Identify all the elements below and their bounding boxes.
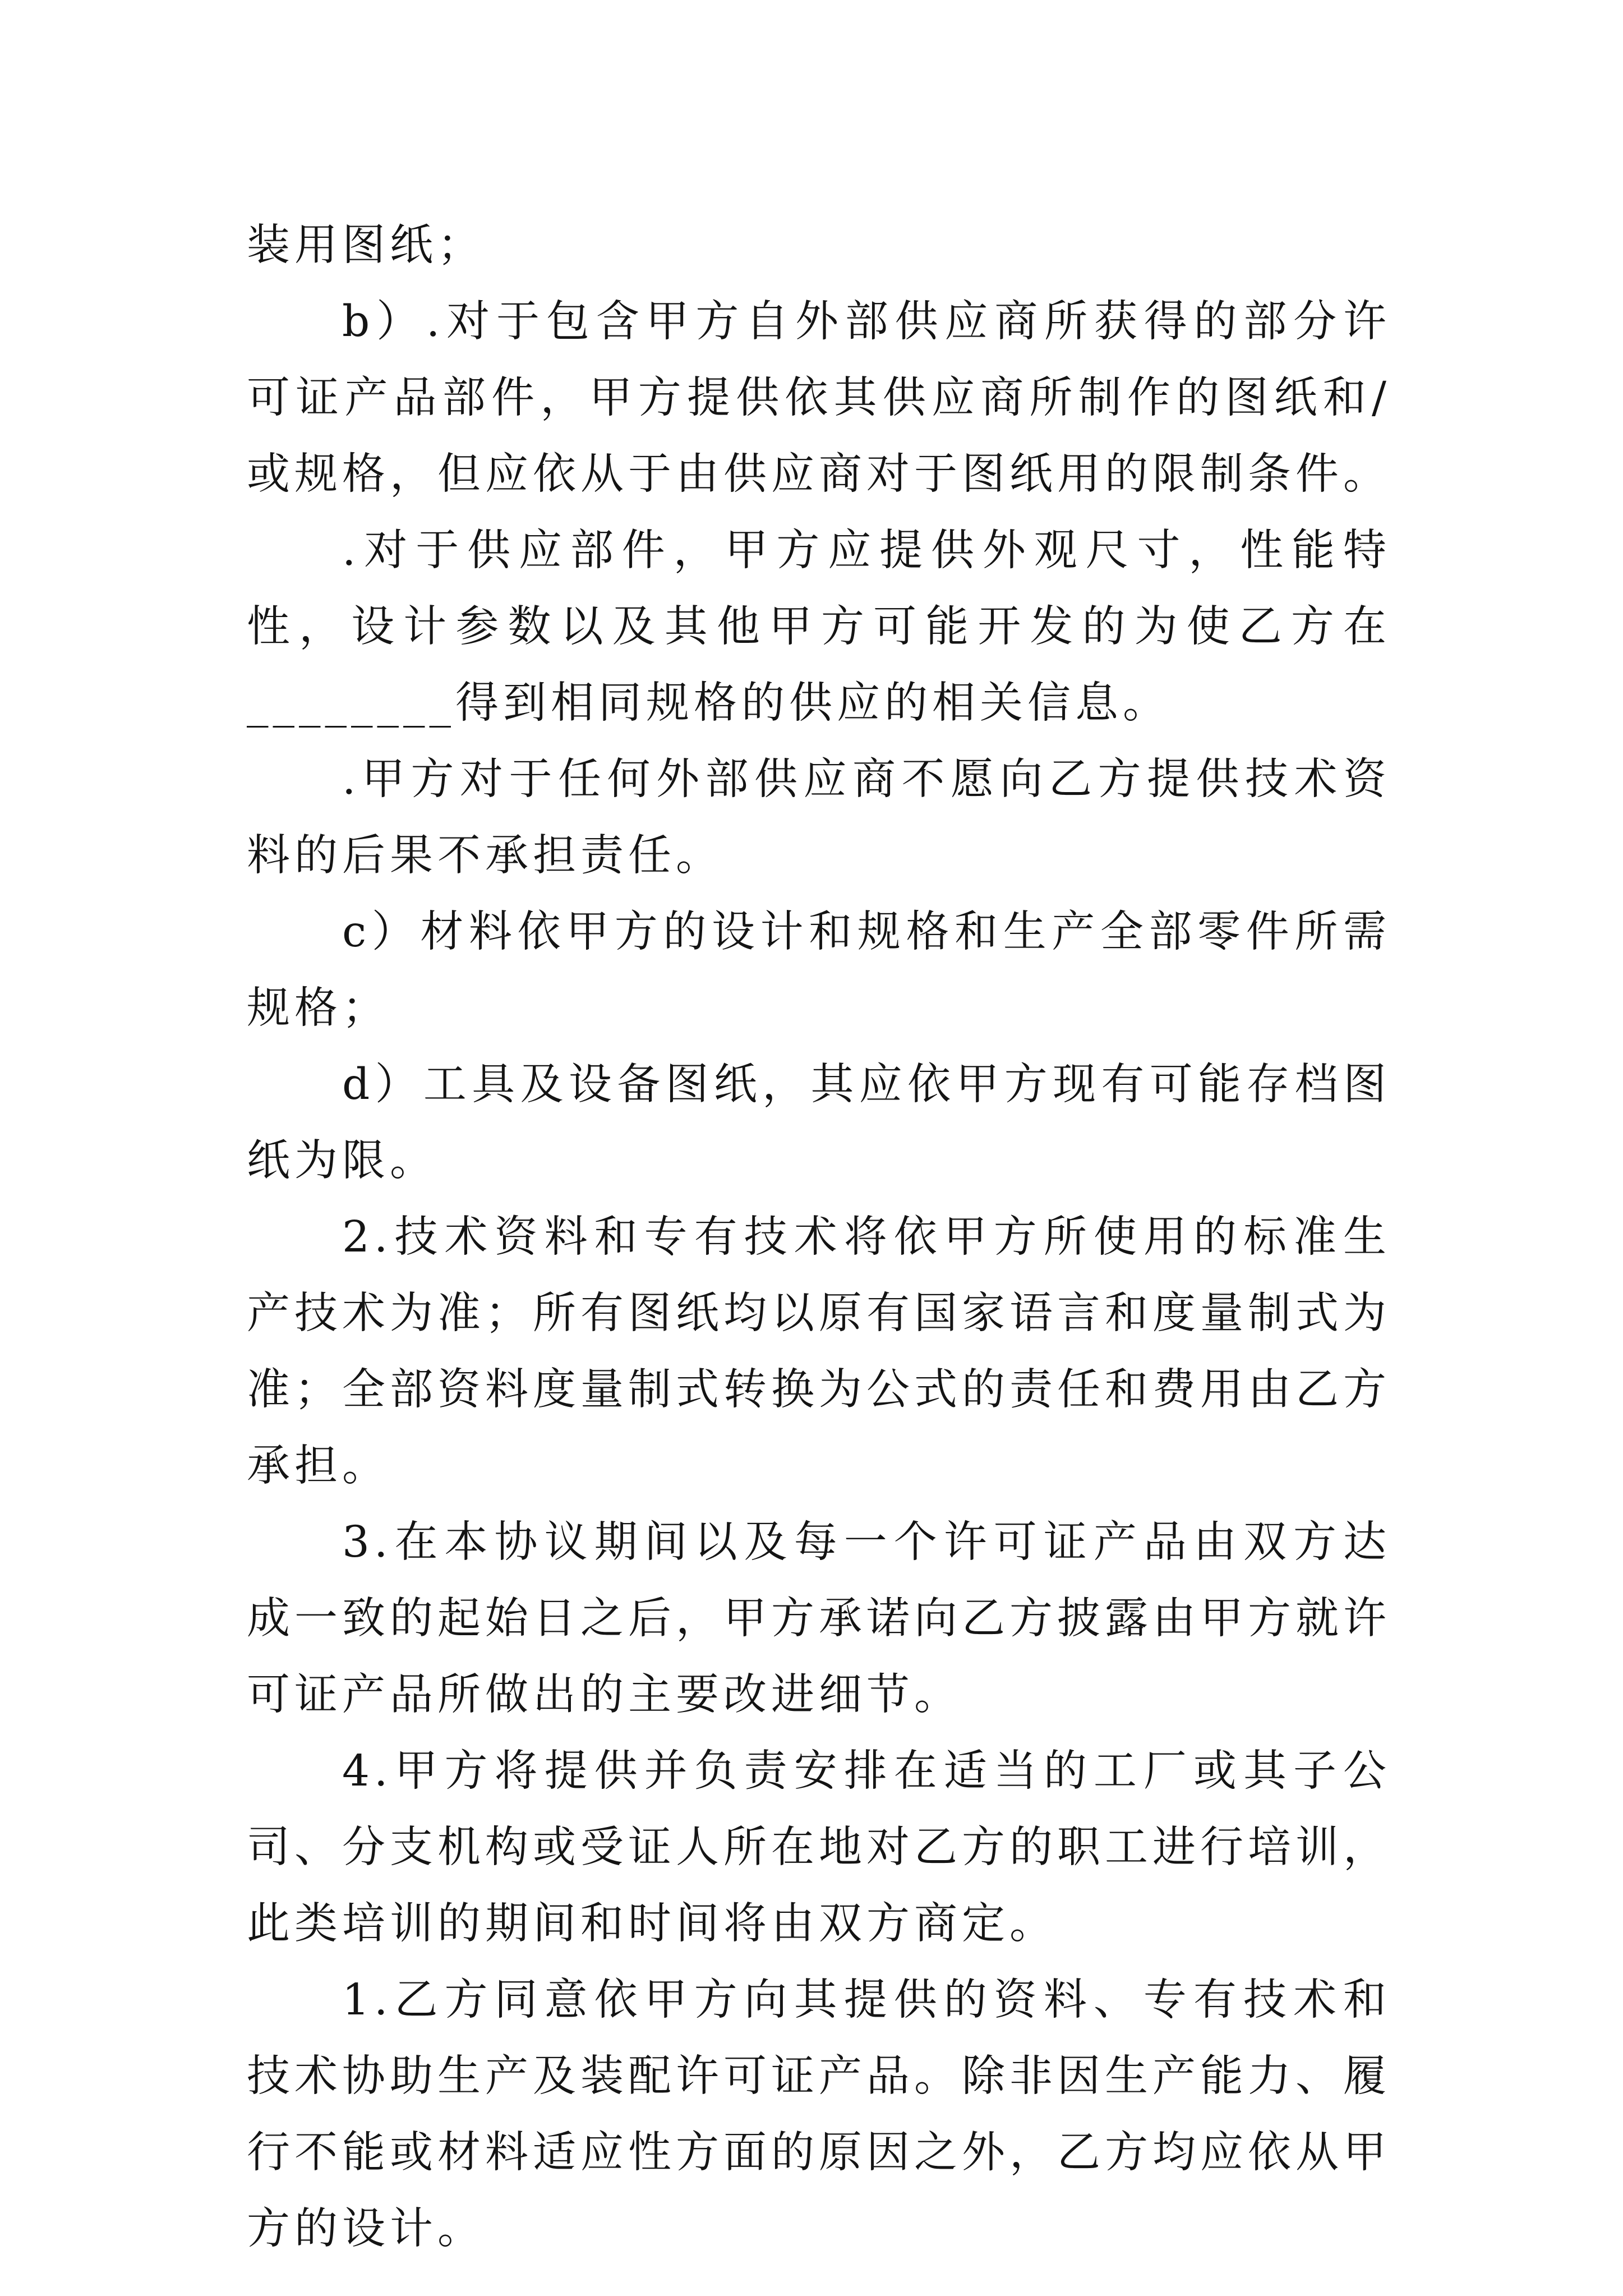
paragraph-3-improvements: 3.在本协议期间以及每一个许可证产品由双方达成一致的起始日之后，甲方承诺向乙方披露由甲方就许可证产品所做出的主要改进细节。 (247, 1517, 1391, 1720)
paragraph-continuation: 装用图纸； (247, 220, 485, 270)
paragraph-d-tooling-drawings: d）工具及设备图纸，其应依甲方现有可能存档图纸为限。 (247, 1060, 1391, 1186)
paragraph-1-party-b-obligations: 1.乙方同意依甲方向其提供的资料、专有技术和技术协助生产及装配许可证产品。除非因生产能力、履行不能或材料适应性方面的原因之外，乙方均应依从甲方的设计。 (247, 1975, 1391, 2254)
paragraph-no-liability: .甲方对于任何外部供应商不愿向乙方提供技术资料的后果不承担责任。 (247, 754, 1391, 881)
paragraph-supplied-parts-info: .对于供应部件，甲方应提供外观尺寸，性能特性，设计参数以及其他甲方可能开发的为使乙方在________得到相同规格的供应的相关信息。 (247, 526, 1391, 728)
paragraph-c-materials: c）材料依甲方的设计和规格和生产全部零件所需规格； (247, 907, 1391, 1033)
paragraph-b-supplier-drawings: b）.对于包含甲方自外部供应商所获得的部分许可证产品部件，甲方提供依其供应商所制作的图纸和/或规格，但应依从于由供应商对于图纸用的限制条件。 (247, 297, 1391, 499)
paragraph-4-training: 4.甲方将提供并负责安排在适当的工厂或其子公司、分支机构或受证人所在地对乙方的职工进行培训，此类培训的期间和时间将由双方商定。 (247, 1746, 1391, 1949)
document-body (247, 208, 1391, 2267)
paragraph-2-technical-data: 2.技术资料和专有技术将依甲方所使用的标准生产技术为准；所有图纸均以原有国家语言和度量制式为准；全部资料度量制式转换为公式的责任和费用由乙方承担。 (247, 1212, 1391, 1491)
